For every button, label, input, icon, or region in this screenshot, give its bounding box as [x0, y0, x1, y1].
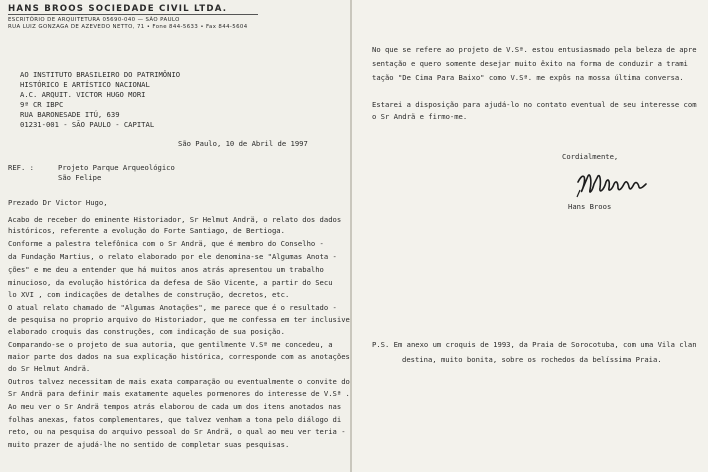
ps-line: destina, muito bonita, sobre os rochedos da belíssima Praia.	[402, 355, 662, 364]
recipient-line: AO INSTITUTO BRASILEIRO DO PATRIMÔNIO	[20, 70, 181, 79]
body-line: tação "De Cima Para Baixo" como V.Sª. me expôs na mossa última conversa.	[372, 73, 684, 82]
letterhead-company: HANS BROOS SOCIEDADE CIVIL LTDA.	[8, 4, 228, 14]
letterhead-line1: ESCRITÓRIO DE ARQUITETURA 05690-040 — SÃO PAULO	[8, 17, 180, 23]
body-line: Estarei a disposição para ajudá-lo no contato eventual de seu interesse com	[372, 100, 697, 109]
body-line: sentação e quero somente desejar muito êxito na forma de conduzir a trami	[372, 59, 688, 68]
ref-label: REF. :	[8, 163, 34, 172]
recipient-line: A.C. ARQUIT. VICTOR HUGO MORI	[20, 90, 146, 99]
body-line: O atual relato chamado de "Algumas Anotações", me parece que é o resultado -	[8, 303, 337, 312]
letter-page-left	[0, 0, 350, 472]
body-line: Sr Andrä para definir mais exatamente aqueles pormenores do interesse de V.Sª .	[8, 389, 350, 398]
letter-date: São Paulo, 10 de Abril de 1997	[178, 139, 308, 148]
body-line: Ao meu ver o Sr Andrä tempos atrás elaborou de cada um dos itens anotados nas	[8, 402, 342, 411]
letterhead-rule	[8, 14, 258, 15]
body-line: Comparando-se o projeto de sua autoria, que gentilmente V.Sª me concedeu, a	[8, 340, 333, 349]
signature-image	[574, 170, 684, 200]
recipient-line: RUA BARONESADE ITÚ, 639	[20, 110, 120, 119]
letterhead-line2: RUA LUIZ GONZAGA DE AZEVEDO NETTO, 71 • Fone 844-5633 • Fax 844-5604	[8, 24, 248, 30]
body-line: No que se refere ao projeto de V.Sª. estou entusiasmado pela beleza de apre	[372, 45, 697, 54]
body-line: Acabo de receber do eminente Historiador, Sr Helmut Andrä, o relato dos dados	[8, 215, 342, 224]
ref-line: Projeto Parque Arqueológico	[58, 163, 175, 172]
body-line: minucioso, da evolução histórica da defesa de São Vicente, a partir do Secu	[8, 278, 333, 287]
recipient-line: HISTÓRICO E ARTÍSTICO NACIONAL	[20, 80, 150, 89]
body-line: elaborado croquis das construções, com indicação de sua posição.	[8, 327, 285, 336]
ps-line: P.S. Em anexo um croquis de 1993, da Praia de Sorocotuba, com uma Vila clan	[372, 340, 697, 349]
salutation: Prezado Dr Victor Hugo,	[8, 198, 108, 207]
ref-line: São Felipe	[58, 173, 102, 182]
body-line: da Fundação Martius, o relato elaborado por ele denomina-se "Algumas Anota -	[8, 252, 337, 261]
body-line: de pesquisa no proprio arquivo do Historiador, que me confessa em ter inclusive	[8, 315, 350, 324]
body-line: maior parte dos dados na sua explicação histórica, corresponde com as anotações	[8, 352, 350, 361]
body-line: ções" e me deu a entender que há muitos anos atrás apresentou um trabalho	[8, 265, 324, 274]
body-line: históricos, referente a evolução do Forte Santiago, de Bertioga.	[8, 226, 285, 235]
recipient-line: 01231-001 - SÃO PAULO - CAPITAL	[20, 120, 155, 129]
closing: Cordialmente,	[562, 152, 619, 161]
body-line: lo XVI , com indicações de detalhes de construção, decretos, etc.	[8, 290, 290, 299]
body-line: o Sr Andrä e firmo-me.	[372, 112, 468, 121]
body-line: Conforme a palestra telefônica com o Sr Andrä, que é membro do Conselho -	[8, 239, 324, 248]
body-line: folhas anexas, fatos complementares, que talvez venham a tona pelo diálogo di	[8, 415, 342, 424]
body-line: muito prazer de ajudá-lhe no sentido de completar suas pesquisas.	[8, 440, 290, 449]
signer-name: Hans Broos	[568, 202, 612, 211]
body-line: do Sr Helmut Andrä.	[8, 364, 91, 373]
recipient-line: 9ª CR IBPC	[20, 100, 64, 109]
body-line: Outros talvez necessitam de mais exata comparação ou eventualmente o convite do	[8, 377, 350, 386]
letter-page-right	[352, 0, 708, 472]
body-line: reto, ou na pesquisa do arquivo pessoal do Sr Andrä, o qual ao meu ver teria -	[8, 427, 346, 436]
